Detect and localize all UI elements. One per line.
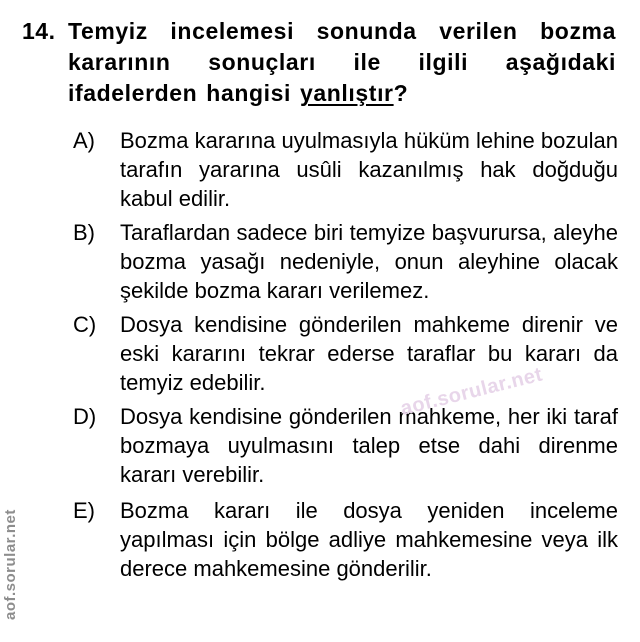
option-c[interactable]	[73, 310, 618, 397]
option-b[interactable]	[73, 218, 618, 305]
option-a-text: Bozma kararına uyulmasıyla hüküm lehine bozulan tarafın yararına usûli kazanılmış hak doğduğu kabul edilir.	[120, 128, 618, 211]
question-text-main: Temyiz incelemesi sonunda verilen bozma kararının sonuçları ile ilgili aşağıdaki ifadelerden hangisi	[68, 18, 616, 106]
option-a[interactable]	[73, 126, 618, 213]
option-c-label: C)	[73, 312, 97, 337]
option-d-text: Dosya kendisine gönderilen mahkeme, her iki taraf bozmaya uyulmasını talep etse dahi direnme kararı verebilir.	[120, 404, 618, 487]
option-e-text: Bozma kararı ile dosya yeniden inceleme yapılması için bölge adliye mahkemesine veya ilk derece mahkemesine gönderilir.	[120, 498, 618, 581]
option-e-label: E)	[73, 498, 95, 523]
option-d[interactable]	[73, 402, 618, 489]
option-d-label: D)	[73, 404, 97, 429]
watermark-side: aof.sorular.net	[2, 509, 19, 620]
option-b-text: Taraflardan sadece biri temyize başvurursa, aleyhe bozma yasağı nedeniyle, onun aleyhine olacak şekilde bozma kararı verilemez.	[120, 220, 618, 303]
watermark-center: aof.sorular.net	[398, 363, 545, 421]
option-b-label: B)	[73, 220, 95, 245]
option-a-label: A)	[73, 128, 95, 153]
question-text	[68, 16, 616, 109]
option-e[interactable]	[73, 496, 618, 583]
option-c-text: Dosya kendisine gönderilen mahkeme direnir ve eski kararını tekrar ederse taraflar bu kararı da temyiz edebilir.	[120, 312, 618, 395]
question-number: 14.	[22, 18, 56, 44]
question-emphasis: yanlıştır	[300, 80, 394, 106]
answer-options	[73, 126, 618, 583]
question-text-end: ?	[393, 80, 409, 106]
